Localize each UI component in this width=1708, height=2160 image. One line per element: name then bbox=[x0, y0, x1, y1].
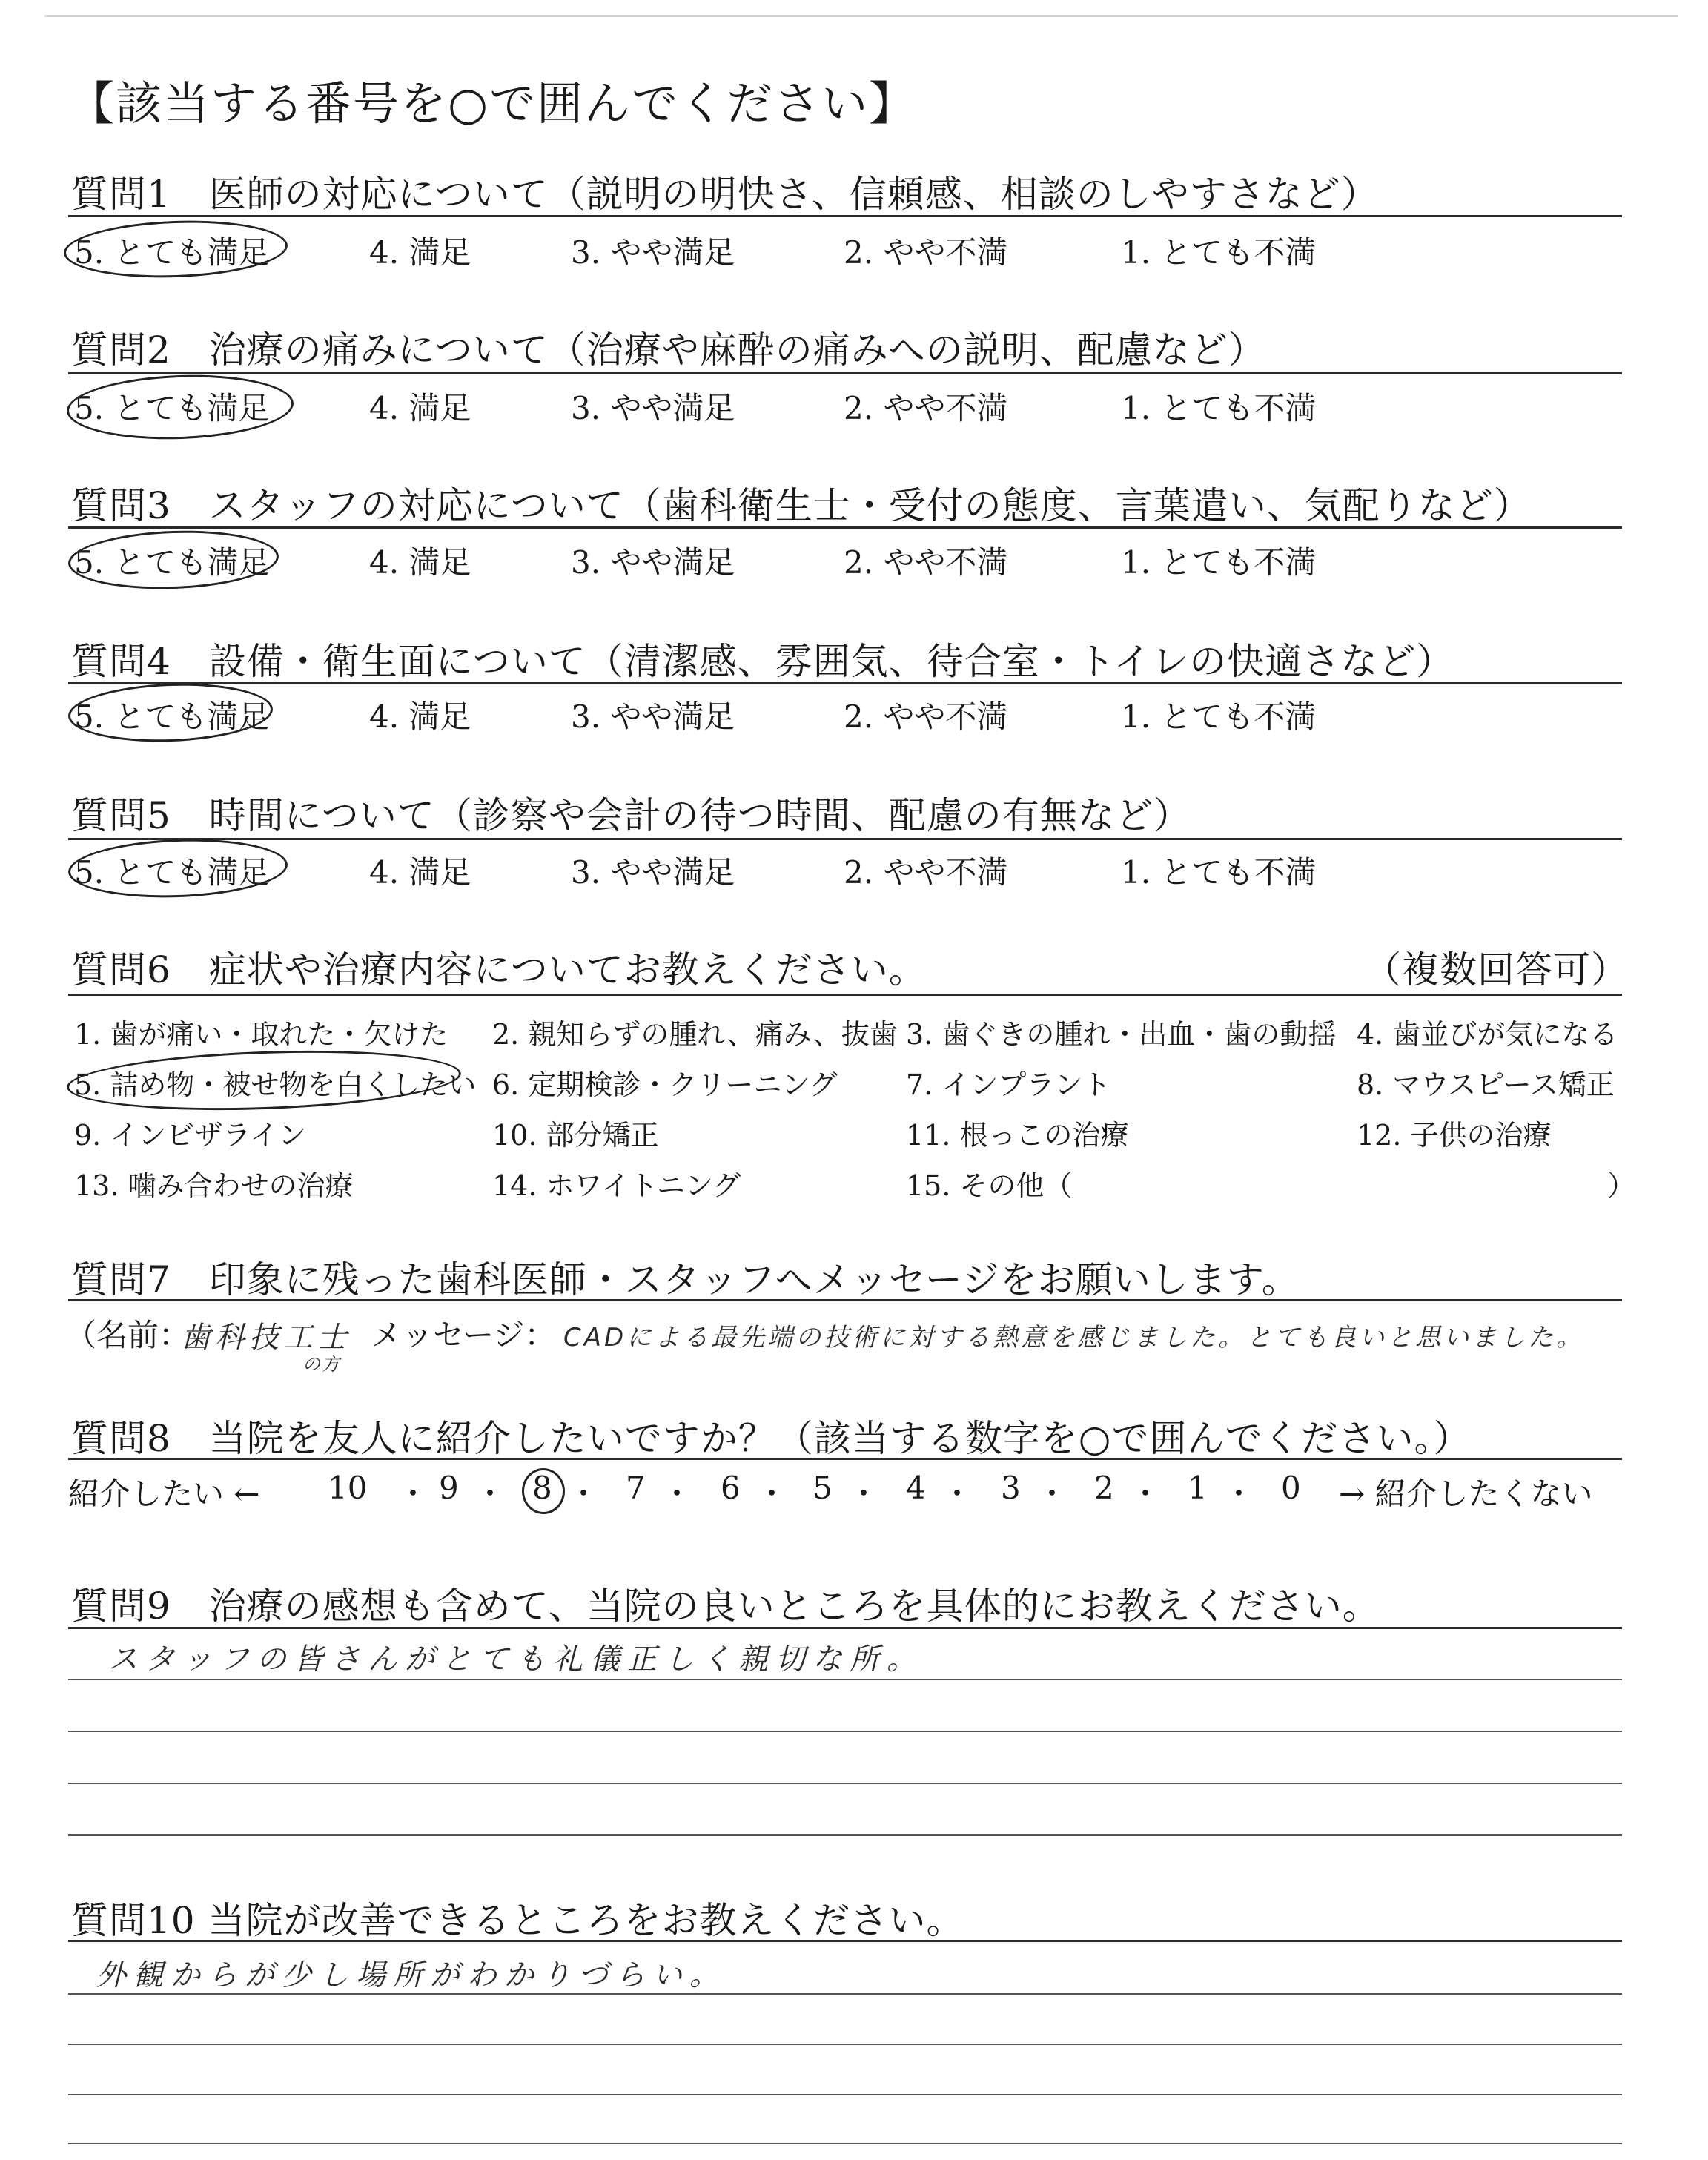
q7-message-handwritten[interactable]: CADによる最先端の技術に対する熱意を感じました。とても良いと思いました。 bbox=[563, 1323, 1585, 1353]
q5-option-2[interactable]: 2. やや不満 bbox=[844, 854, 1008, 891]
q8-scale-7[interactable]: 7 bbox=[626, 1470, 646, 1506]
q2-title: 質問2 治療の痛みについて（治療や麻酔の痛みへの説明、配慮など） bbox=[71, 328, 1266, 371]
q6-option-11[interactable]: 11. 根っこの治療 bbox=[906, 1119, 1129, 1152]
q9-answer-line bbox=[68, 1834, 1622, 1836]
q8-separator: ・ bbox=[568, 1476, 600, 1512]
q8-title: 質問8 当院を友人に紹介したいですか？（該当する数字を○で囲んでください。） bbox=[71, 1417, 1472, 1460]
q9-answer-line bbox=[68, 1783, 1622, 1784]
q7-title: 質問7 印象に残った歯科医師・スタッフへメッセージをお願いします。 bbox=[71, 1258, 1300, 1301]
q9-answer-line bbox=[68, 1679, 1622, 1680]
q7-name-handwritten[interactable]: 歯科技工士 bbox=[181, 1321, 351, 1355]
q4-option-2[interactable]: 2. やや不満 bbox=[844, 698, 1008, 735]
q5-option-5[interactable]: 5. とても満足 bbox=[74, 854, 270, 891]
q8-separator: ・ bbox=[397, 1476, 429, 1512]
q5-title: 質問5 時間について（診察や会計の待つ時間、配慮の有無など） bbox=[71, 794, 1191, 837]
q10-answer-line bbox=[68, 1993, 1622, 1995]
q2-option-4[interactable]: 4. 満足 bbox=[369, 390, 471, 426]
q8-scale-4[interactable]: 4 bbox=[906, 1470, 926, 1506]
q2-option-2[interactable]: 2. やや不満 bbox=[844, 390, 1008, 426]
q8-separator: ・ bbox=[474, 1476, 506, 1512]
q1-option-5[interactable]: 5. とても満足 bbox=[74, 234, 270, 271]
q7-message-label: メッセージ： bbox=[371, 1317, 556, 1353]
q6-rule bbox=[68, 994, 1622, 996]
q6-option-9[interactable]: 9. インビザライン bbox=[74, 1119, 307, 1152]
q6-option-8[interactable]: 8. マウスピース矯正 bbox=[1357, 1069, 1615, 1101]
q4-title: 質問4 設備・衛生面について（清潔感、雰囲気、待合室・トイレの快適さなど） bbox=[71, 640, 1454, 683]
q8-scale-5[interactable]: 5 bbox=[812, 1470, 833, 1506]
q3-option-2[interactable]: 2. やや不満 bbox=[844, 544, 1008, 581]
q3-option-3[interactable]: 3. やや満足 bbox=[571, 544, 735, 581]
q6-option-2[interactable]: 2. 親知らずの腫れ、痛み、抜歯 bbox=[492, 1018, 898, 1051]
q8-selection-circle bbox=[521, 1467, 566, 1515]
q1-option-4[interactable]: 4. 満足 bbox=[369, 234, 471, 271]
q8-separator: ・ bbox=[848, 1476, 880, 1512]
q8-separator: ・ bbox=[661, 1476, 693, 1512]
q9-rule bbox=[68, 1627, 1622, 1629]
q6-option-13[interactable]: 13. 噛み合わせの治療 bbox=[74, 1169, 354, 1202]
q9-answer-line bbox=[68, 1731, 1622, 1732]
q1-option-2[interactable]: 2. やや不満 bbox=[844, 234, 1008, 271]
q2-option-5[interactable]: 5. とても満足 bbox=[74, 390, 270, 426]
q10-answer-line bbox=[68, 2044, 1622, 2045]
q5-option-3[interactable]: 3. やや満足 bbox=[571, 854, 735, 891]
q8-rule bbox=[68, 1458, 1622, 1460]
q3-option-1[interactable]: 1. とても不満 bbox=[1121, 544, 1317, 581]
q1-title: 質問1 医師の対応について（説明の明快さ、信頼感、相談のしやすさなど） bbox=[71, 173, 1379, 216]
q8-scale-3[interactable]: 3 bbox=[1001, 1470, 1021, 1506]
q8-scale-6[interactable]: 6 bbox=[721, 1470, 741, 1506]
q6-option-3[interactable]: 3. 歯ぐきの腫れ・出血・歯の動揺 bbox=[906, 1018, 1337, 1051]
q8-scale-2[interactable]: 2 bbox=[1094, 1470, 1114, 1506]
q4-option-3[interactable]: 3. やや満足 bbox=[571, 698, 735, 735]
q7-name-label: （名前： bbox=[65, 1317, 191, 1353]
q8-separator: ・ bbox=[1036, 1476, 1068, 1512]
q6-option-10[interactable]: 10. 部分矯正 bbox=[492, 1119, 659, 1152]
q6-selection-circle bbox=[66, 1045, 462, 1117]
q10-answer-line bbox=[68, 2094, 1622, 2095]
q8-left-label: 紹介したい ← bbox=[68, 1476, 260, 1512]
q6-option-12[interactable]: 12. 子供の治療 bbox=[1357, 1119, 1552, 1152]
q1-rule bbox=[68, 215, 1622, 217]
q8-scale-10[interactable]: 10 bbox=[328, 1470, 368, 1506]
q7-name-suffix-handwritten: の方 bbox=[302, 1354, 341, 1375]
scan-edge-line bbox=[44, 15, 1678, 17]
q2-selection-circle bbox=[66, 371, 295, 443]
q6-multiple-note: （複数回答可） bbox=[1364, 948, 1629, 991]
q10-answer-handwritten[interactable]: 外観からが少し場所がわかりづらい。 bbox=[96, 1958, 726, 1992]
q4-option-4[interactable]: 4. 満足 bbox=[369, 698, 471, 735]
q1-option-3[interactable]: 3. やや満足 bbox=[571, 234, 735, 271]
q8-scale-9[interactable]: 9 bbox=[439, 1470, 459, 1506]
q4-option-1[interactable]: 1. とても不満 bbox=[1121, 698, 1317, 735]
q9-answer-handwritten[interactable]: スタッフの皆さんがとても礼儀正しく親切な所。 bbox=[108, 1642, 924, 1677]
q8-scale-1[interactable]: 1 bbox=[1188, 1470, 1208, 1506]
q2-option-1[interactable]: 1. とても不満 bbox=[1121, 390, 1317, 426]
q5-option-1[interactable]: 1. とても不満 bbox=[1121, 854, 1317, 891]
q8-separator: ・ bbox=[941, 1476, 973, 1512]
q8-right-label: → 紹介したくない bbox=[1339, 1476, 1593, 1512]
q5-rule bbox=[68, 838, 1622, 840]
q4-rule bbox=[68, 682, 1622, 684]
q2-option-3[interactable]: 3. やや満足 bbox=[571, 390, 735, 426]
q6-title: 質問6 症状や治療内容についてお教えください。 bbox=[71, 948, 927, 991]
q5-option-4[interactable]: 4. 満足 bbox=[369, 854, 471, 891]
q10-title: 質問10 当院が改善できるところをお教えください。 bbox=[71, 1899, 964, 1942]
q3-rule bbox=[68, 526, 1622, 529]
q8-separator: ・ bbox=[756, 1476, 788, 1512]
q9-title: 質問9 治療の感想も含めて、当院の良いところを具体的にお教えください。 bbox=[71, 1585, 1380, 1628]
q3-title: 質問3 スタッフの対応について（歯科衛生士・受付の態度、言葉遣い、気配りなど） bbox=[71, 484, 1532, 527]
q3-option-5[interactable]: 5. とても満足 bbox=[74, 544, 270, 581]
q6-option-14[interactable]: 14. ホワイトニング bbox=[492, 1169, 741, 1202]
q6-option-1[interactable]: 1. 歯が痛い・取れた・欠けた bbox=[74, 1018, 448, 1051]
q6-option-15-close: ） bbox=[1607, 1169, 1636, 1202]
q8-scale-0[interactable]: 0 bbox=[1281, 1470, 1301, 1506]
q1-option-1[interactable]: 1. とても不満 bbox=[1121, 234, 1317, 271]
q6-option-4[interactable]: 4. 歯並びが気になる bbox=[1357, 1018, 1618, 1051]
form-heading: 【該当する番号を○で囲んでください】 bbox=[68, 76, 917, 131]
q4-option-5[interactable]: 5. とても満足 bbox=[74, 698, 270, 735]
q8-separator: ・ bbox=[1223, 1476, 1255, 1512]
q8-scale-8[interactable]: 8 bbox=[532, 1470, 552, 1506]
q10-answer-line bbox=[68, 2143, 1622, 2144]
q6-option-15[interactable]: 15. その他（ bbox=[906, 1169, 1073, 1202]
q2-rule bbox=[68, 372, 1622, 374]
q3-option-4[interactable]: 4. 満足 bbox=[369, 544, 471, 581]
q6-option-7[interactable]: 7. インプラント bbox=[906, 1069, 1111, 1101]
q7-rule bbox=[68, 1299, 1622, 1301]
q6-option-6[interactable]: 6. 定期検診・クリーニング bbox=[492, 1069, 838, 1101]
q8-separator: ・ bbox=[1130, 1476, 1162, 1512]
q6-option-5[interactable]: 5. 詰め物・被せ物を白くしたい bbox=[74, 1069, 477, 1101]
q10-rule bbox=[68, 1940, 1622, 1942]
